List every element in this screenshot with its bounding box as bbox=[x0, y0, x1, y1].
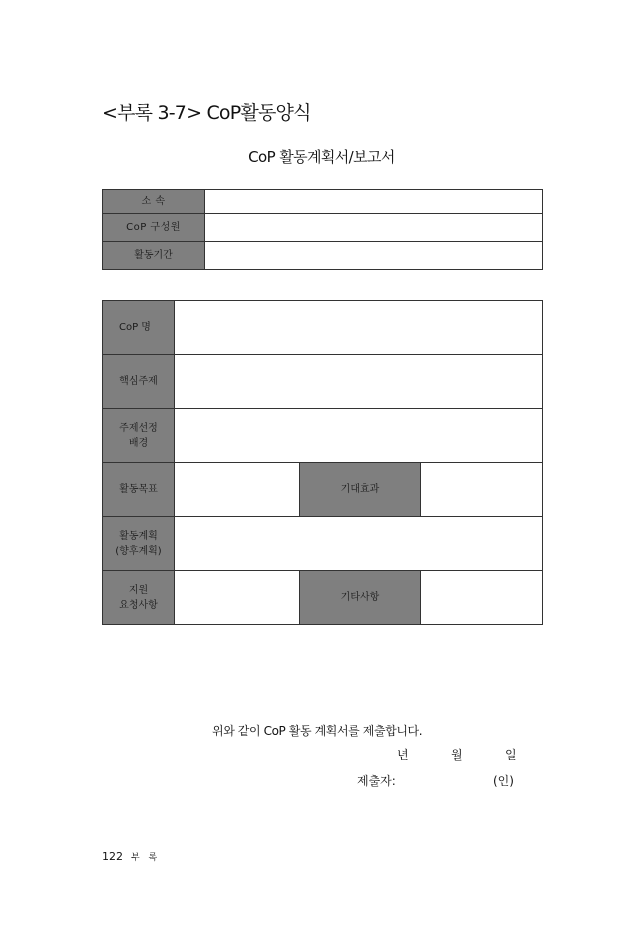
support-request-label-line2: 요청사항 bbox=[119, 599, 158, 611]
members-field[interactable] bbox=[205, 214, 543, 242]
table-row bbox=[103, 463, 543, 517]
table-row bbox=[103, 409, 543, 463]
topic-background-label bbox=[103, 409, 175, 463]
support-request-label-line1: 지원 bbox=[128, 584, 149, 596]
activity-plan-field[interactable] bbox=[175, 517, 543, 571]
support-request-label bbox=[103, 571, 175, 625]
expected-effect-label: 기대효과 bbox=[300, 463, 421, 517]
activity-plan-label-line2: (향후계획) bbox=[115, 545, 162, 557]
form-title-text: CoP 활동계획서/보고서 bbox=[248, 148, 395, 166]
core-topic-label: 핵심주제 bbox=[103, 355, 175, 409]
core-topic-field[interactable] bbox=[175, 355, 543, 409]
support-request-field[interactable] bbox=[175, 571, 300, 625]
cop-name-field[interactable] bbox=[175, 301, 543, 355]
closing-statement: 위와 같이 CoP 활동 계획서를 제출합니다. bbox=[212, 724, 423, 738]
affiliation-field[interactable] bbox=[205, 190, 543, 214]
affiliation-label: 소 속 bbox=[103, 190, 205, 214]
table-row bbox=[103, 571, 543, 625]
topic-background-field[interactable] bbox=[175, 409, 543, 463]
section-name: 부 록 bbox=[131, 853, 161, 863]
activity-plan-label-line1: 활동계획 bbox=[119, 530, 158, 542]
page-number: 122 bbox=[102, 850, 123, 863]
table-row bbox=[103, 190, 543, 214]
activity-goal-label: 활동목표 bbox=[103, 463, 175, 517]
table-row bbox=[103, 242, 543, 270]
day-label: 일 bbox=[505, 748, 517, 762]
expected-effect-field[interactable] bbox=[421, 463, 543, 517]
topic-background-label-line1: 주제선정 bbox=[119, 422, 158, 434]
page-footer bbox=[102, 850, 160, 863]
seal-label: (인) bbox=[493, 774, 514, 788]
activity-plan-table bbox=[102, 300, 543, 625]
page-heading: <부록 3-7> CoP활동양식 bbox=[102, 102, 311, 124]
cop-name-label: CoP 명 bbox=[103, 301, 175, 355]
table-row bbox=[103, 355, 543, 409]
submitter-label: 제출자: bbox=[357, 774, 396, 788]
activity-period-field[interactable] bbox=[205, 242, 543, 270]
members-label: CoP 구성원 bbox=[103, 214, 205, 242]
table-row bbox=[103, 214, 543, 242]
other-notes-label: 기타사항 bbox=[300, 571, 421, 625]
form-title bbox=[0, 146, 643, 167]
other-notes-field[interactable] bbox=[421, 571, 543, 625]
month-label: 월 bbox=[451, 748, 463, 762]
table-row bbox=[103, 517, 543, 571]
member-info-table bbox=[102, 189, 543, 270]
activity-goal-field[interactable] bbox=[175, 463, 300, 517]
activity-plan-label bbox=[103, 517, 175, 571]
topic-background-label-line2: 배경 bbox=[128, 437, 149, 449]
year-label: 년 bbox=[397, 748, 409, 762]
table-row bbox=[103, 301, 543, 355]
activity-period-label: 활동기간 bbox=[103, 242, 205, 270]
